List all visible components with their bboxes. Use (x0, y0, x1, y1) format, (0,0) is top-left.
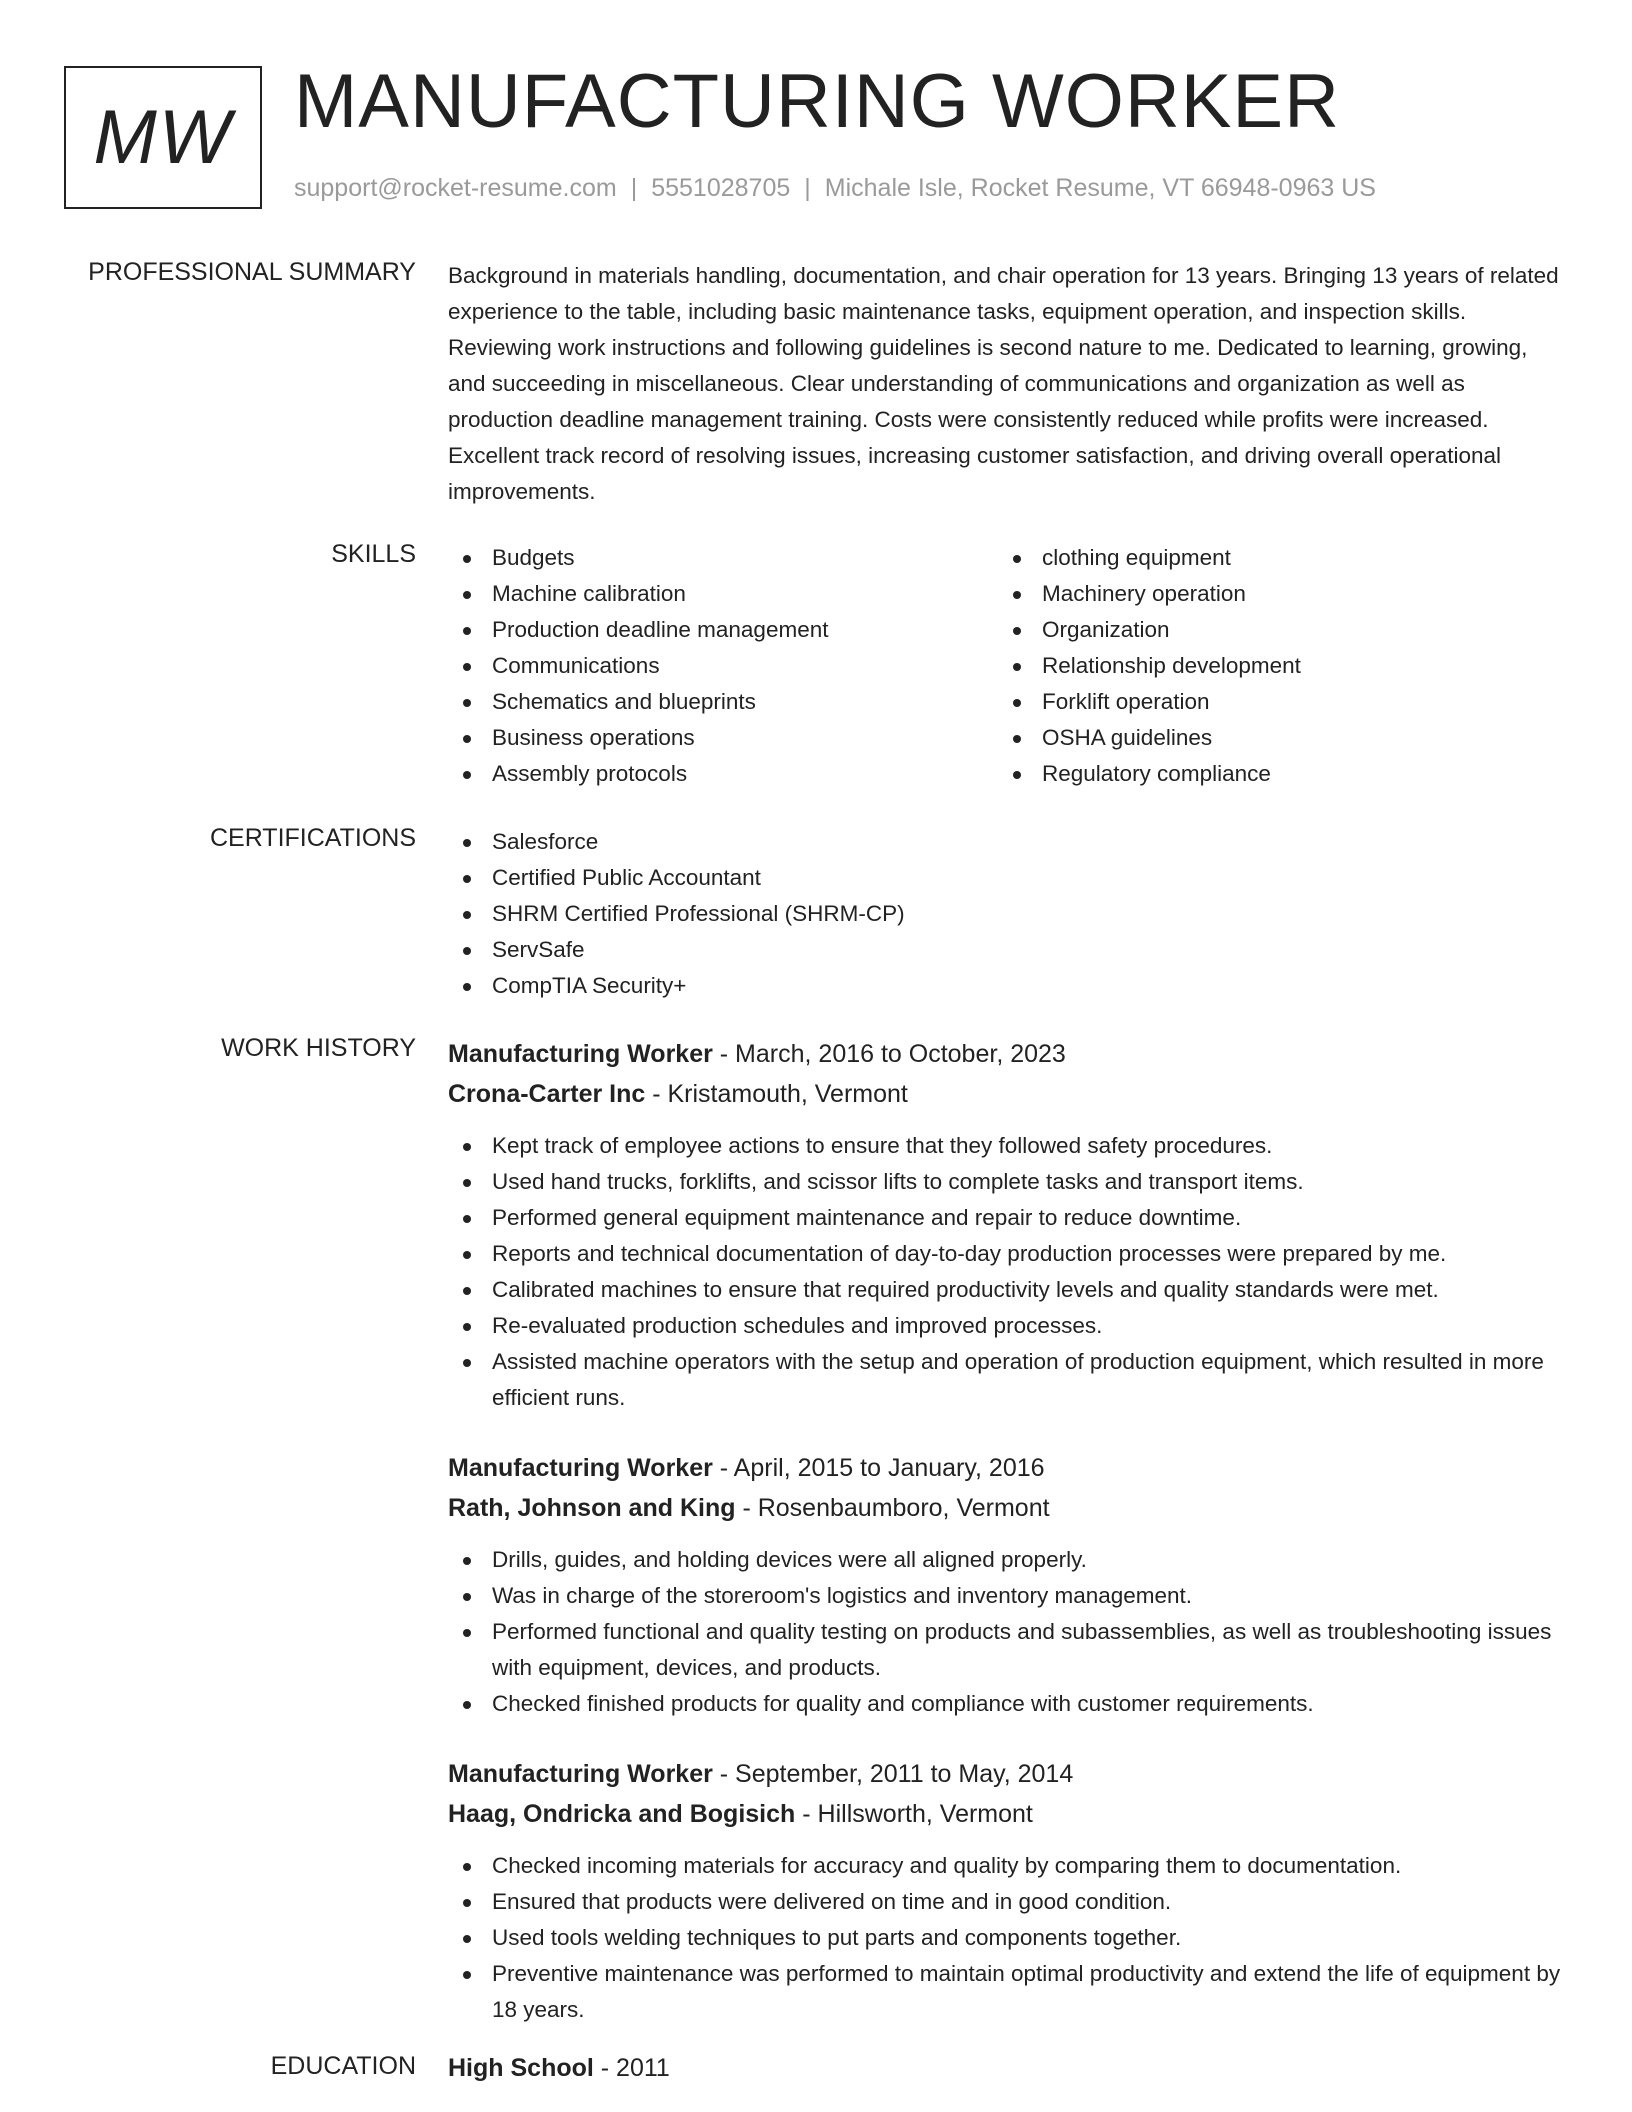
list-item: Checked incoming materials for accuracy and quality by comparing them to documentation. (448, 1848, 1566, 1884)
list-item: Budgets (448, 540, 998, 576)
list-item: Used tools welding techniques to put parts and components together. (448, 1920, 1566, 1956)
company-name: Rath, Johnson and King (448, 1494, 736, 1522)
job-bullets (448, 1128, 1566, 1416)
job-title: Manufacturing Worker (448, 1454, 713, 1482)
section-label-summary: PROFESSIONAL SUMMARY (88, 258, 416, 286)
job-title-line (448, 1754, 1566, 1794)
job-bullets (448, 1848, 1566, 2028)
contact-line (294, 174, 1376, 203)
list-item: Ensured that products were delivered on time and in good condition. (448, 1884, 1566, 1920)
list-item: Drills, guides, and holding devices were all aligned properly. (448, 1542, 1566, 1578)
job-entry (448, 1448, 1566, 1722)
jobs-list (448, 1034, 1566, 2060)
job-title-line (448, 1448, 1566, 1488)
list-item: Assembly protocols (448, 756, 998, 792)
job-company-line (448, 1488, 1566, 1528)
skills-column-right (998, 540, 1548, 792)
list-item: Reports and technical documentation of day-to-day production processes were prepared by me. (448, 1236, 1566, 1272)
list-item: Production deadline management (448, 612, 998, 648)
skills-column-left (448, 540, 998, 792)
list-item: Forklift operation (998, 684, 1548, 720)
separator: | (804, 174, 811, 202)
list-item: Machinery operation (998, 576, 1548, 612)
list-item: Salesforce (448, 824, 1566, 860)
company-location: - Rosenbaumboro, Vermont (735, 1494, 1050, 1522)
list-item: Was in charge of the storeroom's logistics and inventory management. (448, 1578, 1566, 1614)
candidate-name: MANUFACTURING WORKER (294, 59, 1340, 144)
list-item: Regulatory compliance (998, 756, 1548, 792)
section-label-certifications: CERTIFICATIONS (209, 824, 416, 852)
job-entry (448, 1034, 1566, 1416)
job-dates: - September, 2011 to May, 2014 (712, 1760, 1074, 1788)
job-title: Manufacturing Worker (448, 1040, 713, 1068)
company-name: Haag, Ondricka and Bogisich (448, 1800, 796, 1828)
email: support@rocket-resume.com (294, 174, 617, 202)
job-entry (448, 1754, 1566, 2028)
section-label-work-history: WORK HISTORY (221, 1034, 416, 1062)
phone: 5551028705 (651, 174, 791, 202)
list-item: clothing equipment (998, 540, 1548, 576)
monogram: MW (64, 66, 262, 209)
job-dates: - March, 2016 to October, 2023 (712, 1040, 1066, 1068)
degree: High School (448, 2054, 594, 2082)
section-label-education: EDUCATION (270, 2052, 416, 2080)
list-item: Machine calibration (448, 576, 998, 612)
list-item: OSHA guidelines (998, 720, 1548, 756)
list-item: Assisted machine operators with the setup and operation of production equipment, which resulted in more efficient runs. (448, 1344, 1566, 1416)
section-label-skills: SKILLS (331, 540, 416, 568)
education-year: - 2011 (593, 2054, 670, 2082)
list-item: Schematics and blueprints (448, 684, 998, 720)
list-item: Certified Public Accountant (448, 860, 1566, 896)
list-item: Performed functional and quality testing on products and subassemblies, as well as troubleshooting issues with equipment, devices, and products. (448, 1614, 1566, 1686)
job-company-line (448, 1074, 1566, 1114)
address: Michale Isle, Rocket Resume, VT 66948-0963 US (824, 174, 1376, 202)
job-bullets (448, 1542, 1566, 1722)
summary-text: Background in materials handling, documentation, and chair operation for 13 years. Bringing 13 years of related experience to the table, including basic maintenance tasks, equipment operation, and inspection skills. Reviewing work instructions and following guidelines is second nature to me. Dedicated to learning, growing, and succeeding in miscellaneous. Clear understanding of communications and organization as well as production deadline management training. Costs were consistently reduced while profits were increased. Excellent track record of resolving issues, increasing customer satisfaction, and driving overall operational improvements. (448, 263, 1559, 504)
list-item: ServSafe (448, 932, 1566, 968)
skills-list (448, 540, 1566, 792)
job-dates: - April, 2015 to January, 2016 (712, 1454, 1045, 1482)
list-item: Kept track of employee actions to ensure that they followed safety procedures. (448, 1128, 1566, 1164)
list-item: Relationship development (998, 648, 1548, 684)
company-name: Crona-Carter Inc (448, 1080, 646, 1108)
list-item: Business operations (448, 720, 998, 756)
list-item: SHRM Certified Professional (SHRM-CP) (448, 896, 1566, 932)
list-item: Organization (998, 612, 1548, 648)
list-item: Used hand trucks, forklifts, and scissor lifts to complete tasks and transport items. (448, 1164, 1566, 1200)
list-item: Re-evaluated production schedules and improved processes. (448, 1308, 1566, 1344)
list-item: Communications (448, 648, 998, 684)
company-location: - Hillsworth, Vermont (795, 1800, 1033, 1828)
list-item: Performed general equipment maintenance and repair to reduce downtime. (448, 1200, 1566, 1236)
company-location: - Kristamouth, Vermont (645, 1080, 908, 1108)
certifications-list (448, 824, 1566, 1004)
list-item: Calibrated machines to ensure that required productivity levels and quality standards were met. (448, 1272, 1566, 1308)
list-item: CompTIA Security+ (448, 968, 1566, 1004)
list-item: Preventive maintenance was performed to maintain optimal productivity and extend the life of equipment by 18 years. (448, 1956, 1566, 2028)
job-title: Manufacturing Worker (448, 1760, 713, 1788)
separator: | (630, 174, 638, 202)
list-item: Checked finished products for quality and compliance with customer requirements. (448, 1686, 1566, 1722)
job-title-line (448, 1034, 1566, 1074)
education-entry (448, 2052, 1566, 2084)
job-company-line (448, 1794, 1566, 1834)
